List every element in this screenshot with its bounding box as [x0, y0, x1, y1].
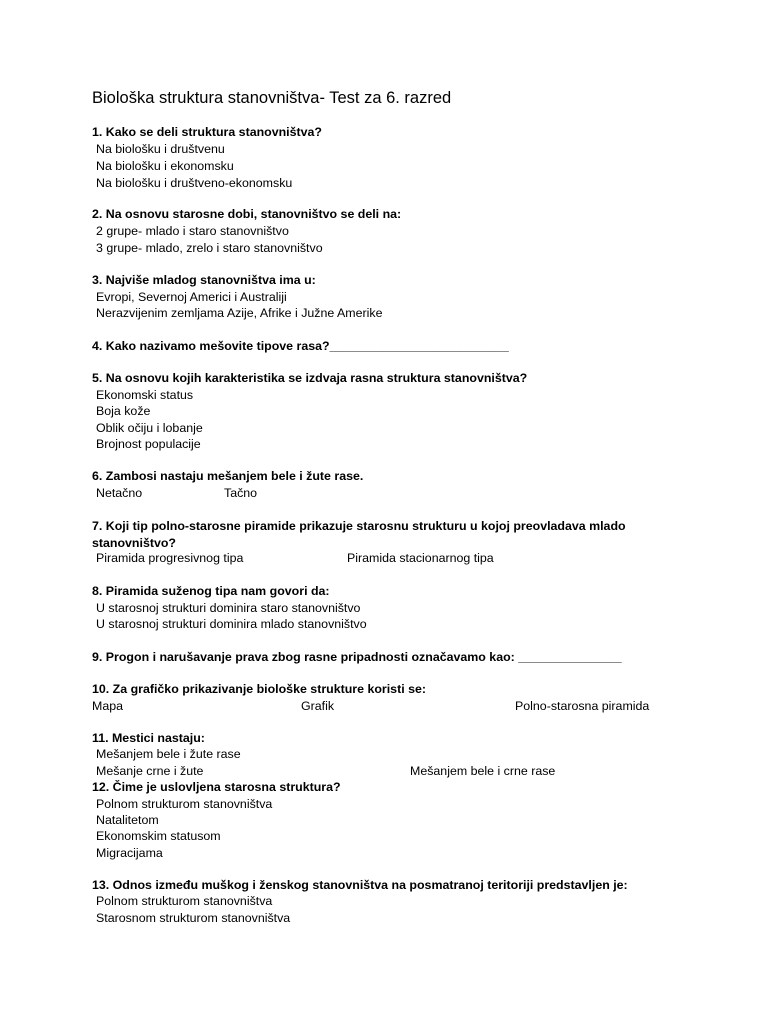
question-12: 12. Čime je uslovljena starosna struktura?	[92, 780, 341, 794]
q1-option-1: Na biološku i društvenu	[96, 142, 225, 156]
question-2: 2. Na osnovu starosne dobi, stanovništvo se deli na:	[92, 207, 402, 221]
question-3: 3. Najviše mladog stanovništva ima u:	[92, 273, 316, 287]
q8-option-2: U starosnoj strukturi dominira mlado stanovništvo	[96, 617, 367, 631]
q5-option-4: Brojnost populacije	[96, 437, 201, 451]
question-11: 11. Mestici nastaju:	[92, 731, 205, 745]
question-1: 1. Kako se deli struktura stanovništva?	[92, 125, 322, 139]
q1-option-2: Na biološku i ekonomsku	[96, 159, 234, 173]
q10-option-2: Grafik	[301, 699, 335, 713]
q11-option-1: Mešanjem bele i žute rase	[96, 747, 241, 761]
q5-option-3: Oblik očiju i lobanje	[96, 421, 203, 435]
page-title: Biološka struktura stanovništva- Test za 6. razred	[92, 89, 452, 107]
q1-option-3: Na biološku i društveno-ekonomsku	[96, 176, 293, 190]
question-10: 10. Za grafičko prikazivanje biološke strukture koristi se:	[92, 682, 426, 696]
q5-option-1: Ekonomski status	[96, 388, 194, 402]
q3-option-1: Evropi, Severnoj Americi i Australiji	[96, 290, 287, 304]
q11-option-2: Mešanje crne i žute	[96, 764, 204, 778]
q7-option-1: Piramida progresivnog tipa	[96, 551, 244, 565]
q2-option-2: 3 grupe- mlado, zrelo i staro stanovništvo	[96, 241, 323, 255]
q10-option-3: Polno-starosna piramida	[515, 699, 650, 713]
question-4: 4. Kako nazivamo mešovite tipove rasa?__________________________	[92, 339, 509, 353]
question-13: 13. Odnos između muškog i ženskog stanovništva na posmatranoj teritoriji predstavljen je:	[92, 878, 628, 892]
q13-option-1: Polnom strukturom stanovništva	[96, 894, 273, 908]
q10-option-1: Mapa	[92, 699, 123, 713]
question-5: 5. Na osnovu kojih karakteristika se izdvaja rasna struktura stanovništva?	[92, 371, 528, 385]
q6-option-1: Netačno	[96, 486, 143, 500]
q11-option-3: Mešanjem bele i crne rase	[410, 764, 556, 778]
q13-option-2: Starosnom strukturom stanovništva	[96, 911, 291, 925]
question-6: 6. Zambosi nastaju mešanjem bele i žute rase.	[92, 469, 364, 483]
q2-option-1: 2 grupe- mlado i staro stanovništvo	[96, 224, 289, 238]
question-8: 8. Piramida suženog tipa nam govori da:	[92, 584, 330, 598]
q12-option-1: Polnom strukturom stanovništva	[96, 797, 273, 811]
q12-option-4: Migracijama	[96, 846, 163, 860]
question-9: 9. Progon i narušavanje prava zbog rasne pripadnosti označavamo kao: _______________	[92, 650, 622, 664]
q5-option-2: Boja kože	[96, 404, 151, 418]
q8-option-1: U starosnoj strukturi dominira staro stanovništvo	[96, 601, 361, 615]
question-7: 7. Koji tip polno-starosne piramide prikazuje starosnu strukturu u kojoj preovladava mlado stanovništvo?	[92, 519, 626, 550]
q3-option-2: Nerazvijenim zemljama Azije, Afrike i Južne Amerike	[96, 306, 383, 320]
q7-option-2: Piramida stacionarnog tipa	[347, 551, 494, 565]
q6-option-2: Tačno	[224, 486, 258, 500]
q12-option-2: Natalitetom	[96, 813, 159, 827]
q12-option-3: Ekonomskim statusom	[96, 829, 221, 843]
